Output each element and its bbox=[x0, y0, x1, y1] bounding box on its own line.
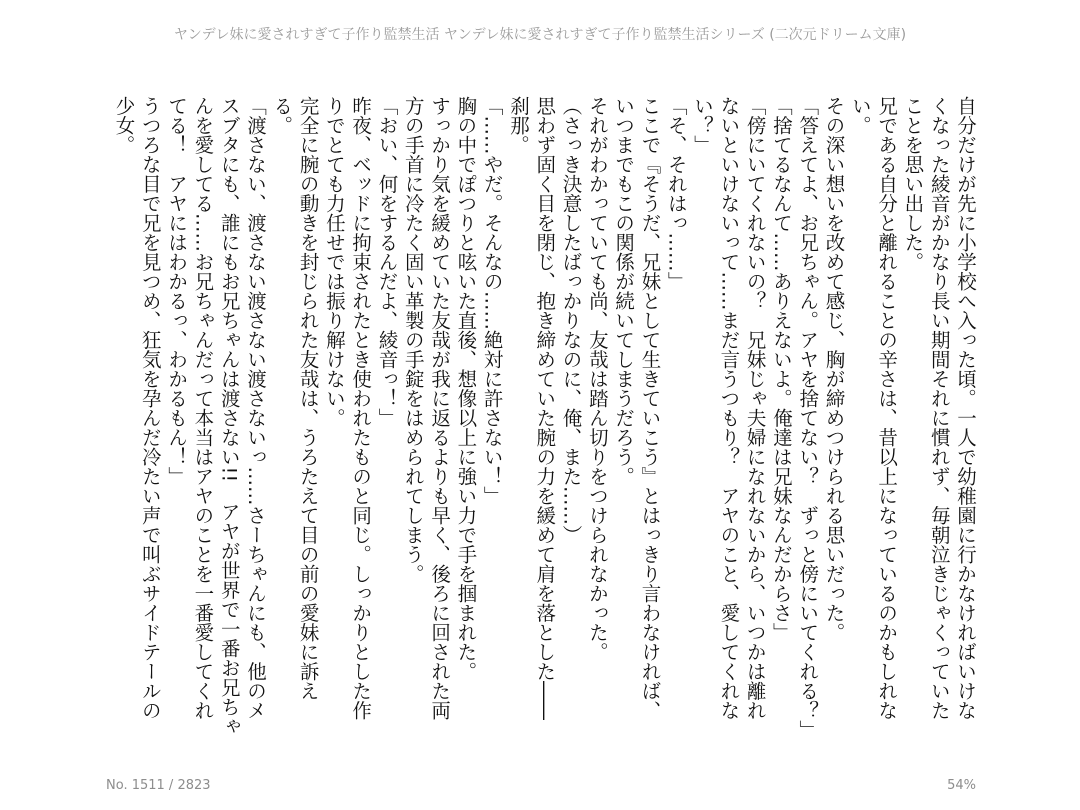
paragraph: ここで『そうだ、兄妹として生きていこう』とはっきり言わなければ、いつまでもこの関係が続いてしまうだろう。 bbox=[612, 96, 662, 720]
paragraph: 「傍にいてくれないの？ 兄妹じゃ夫婦になれないから、いつかは離れないといけないって……まだ言うつもり？ アヤのこと、愛してくれない？」 bbox=[691, 96, 767, 720]
paragraph: 完全に腕の動きを封じられた友哉は、うろたえて目の前の愛妹に訴える。 bbox=[270, 96, 320, 701]
book-title-header: ヤンデレ妹に愛されすぎて子作り監禁生活 ヤンデレ妹に愛されすぎて子作り監禁生活シリーズ (二次元ドリーム文庫) bbox=[173, 27, 907, 43]
paragraph: 「おい、何をするんだよ、綾音っ！」 bbox=[375, 96, 399, 428]
paragraph: 「答えてよ、お兄ちゃん。アヤを捨てない？ ずっと傍にいてくれる？」 bbox=[796, 96, 820, 740]
paragraph: それがわかっていても尚、友哉は踏ん切りをつけられなかった。 bbox=[585, 96, 609, 662]
paragraph: その深い想いを改めて感じ、胸が締めつけられる思いだった。 bbox=[822, 96, 846, 642]
paragraph: 自分だけが先に小学校へ入った頃。一人で幼稚園に行かなければいけなくなった綾音がかなり長い期間それに慣れず、毎朝泣きじゃくっていたことを思い出した。 bbox=[901, 96, 977, 720]
paragraph: すっかり気を緩めていた友哉が我に返るよりも早く、後ろに回された両方の手首に冷たく固い革製の手錠をはめられてしまう。 bbox=[401, 96, 452, 720]
paragraph: 胸の中でぽつりと呟いた直後、想像以上に強い力で手を掴まれた。 bbox=[454, 96, 478, 681]
progress-percent: 54% bbox=[947, 778, 976, 793]
location-indicator: No. 1511 / 2823 bbox=[106, 778, 211, 793]
paragraph: 思わず固く目を閉じ、抱き締めていた腕の力を緩めて肩を落とした――刹那。 bbox=[506, 96, 557, 720]
paragraph: 兄である自分と離れることの辛さは、昔以上になっているのかもしれない。 bbox=[848, 96, 899, 720]
paragraph: 「捨てるなんて……ありえないよ。俺達は兄妹なんだからさ」 bbox=[769, 96, 793, 642]
paragraph: 昨夜、ベッドに拘束されたとき使われたものと同じ。しっかりとした作りでとても力任せでは振り解けない。 bbox=[322, 96, 373, 720]
reading-page[interactable] bbox=[112, 96, 978, 740]
paragraph: 「そ、それはっ……」 bbox=[664, 96, 688, 291]
paragraph: （さっき決意したばっかりなのに、俺、また……） bbox=[559, 96, 583, 545]
paragraph: 「渡さない、渡さない渡さない渡さないっ……さーちゃんにも、他のメスブタにも、誰にもお兄ちゃんは渡さない!! アヤが世界で一番お兄ちゃんを愛してる……お兄ちゃんだって本当はアヤのことを一番愛してくれてる！ アヤにはわかるっ、わかるもん！」 bbox=[165, 96, 267, 736]
paragraph: うつろな目で兄を見つめ、狂気を孕んだ冷たい声で叫ぶサイドテールの少女。 bbox=[112, 96, 162, 720]
paragraph: 「……やだ。そんなの……絶対に許さない！」 bbox=[480, 96, 504, 506]
